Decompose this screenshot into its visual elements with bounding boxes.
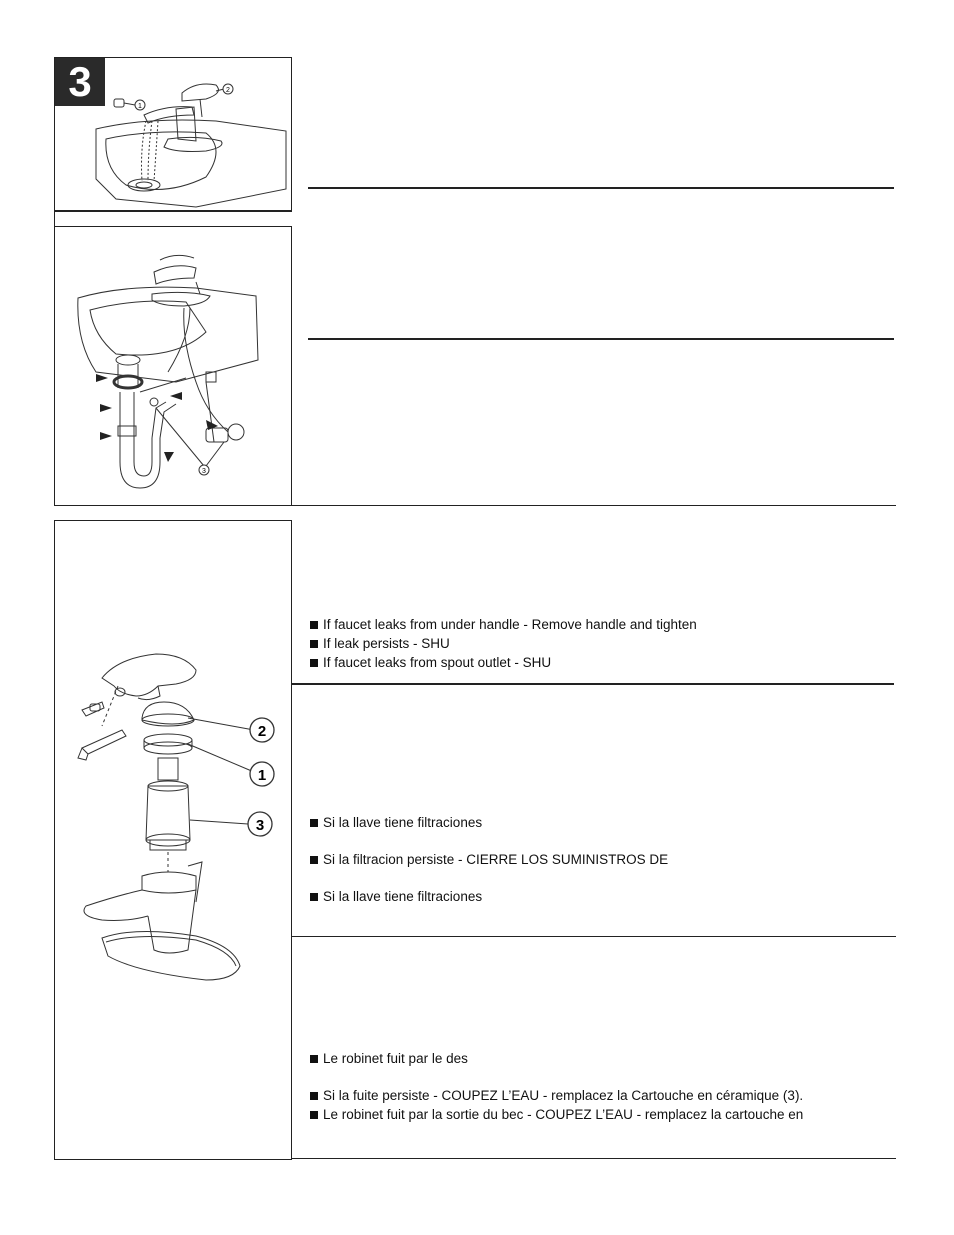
section-divider (292, 683, 894, 685)
svg-text:3: 3 (255, 817, 265, 834)
connector-line (54, 211, 55, 226)
callout-1-circle (135, 100, 145, 110)
section-divider (308, 338, 894, 340)
english-bullet: If faucet leaks from under handle - Remove handle and tighten (310, 617, 697, 633)
cartridge-exploded-illustration (56, 640, 290, 1000)
svg-text:1: 1 (138, 103, 142, 110)
exploded-callout-1 (250, 762, 274, 786)
english-bullet: If leak persists - SHU (310, 636, 450, 652)
french-bullet: Le robinet fuit par le des (310, 1051, 468, 1067)
spanish-bullet: Si la llave tiene filtraciones (310, 815, 482, 831)
svg-text:2: 2 (226, 87, 230, 94)
exploded-callout-2 (250, 718, 274, 742)
svg-text:1: 1 (257, 767, 267, 784)
connector-line (54, 211, 292, 212)
block-divider (292, 505, 896, 506)
callout-2-circle (223, 84, 233, 94)
section-divider (292, 936, 896, 937)
french-bullet: Si la fuite persiste - COUPEZ L’EAU - remplacez la Cartouche en céramique (3). (310, 1088, 803, 1104)
spanish-bullet: Si la filtracion persiste - CIERRE LOS SUMINISTROS DE (310, 852, 668, 868)
block-bottom-rule (292, 1158, 896, 1159)
section-divider (308, 187, 894, 189)
step-number-badge: 3 (55, 58, 105, 106)
svg-text:2: 2 (257, 723, 267, 740)
exploded-callout-3 (248, 812, 272, 836)
spanish-bullet: Si la llave tiene filtraciones (310, 889, 482, 905)
faucet-aerator-illustration (56, 59, 290, 209)
svg-text:3: 3 (202, 468, 206, 475)
under-sink-drain-illustration (56, 232, 290, 502)
english-bullet: If faucet leaks from spout outlet - SHU (310, 655, 551, 671)
callout-3-circle (199, 465, 209, 475)
french-bullet: Le robinet fuit par la sortie du bec - COUPEZ L’EAU - remplacez la cartouche en (310, 1107, 803, 1123)
